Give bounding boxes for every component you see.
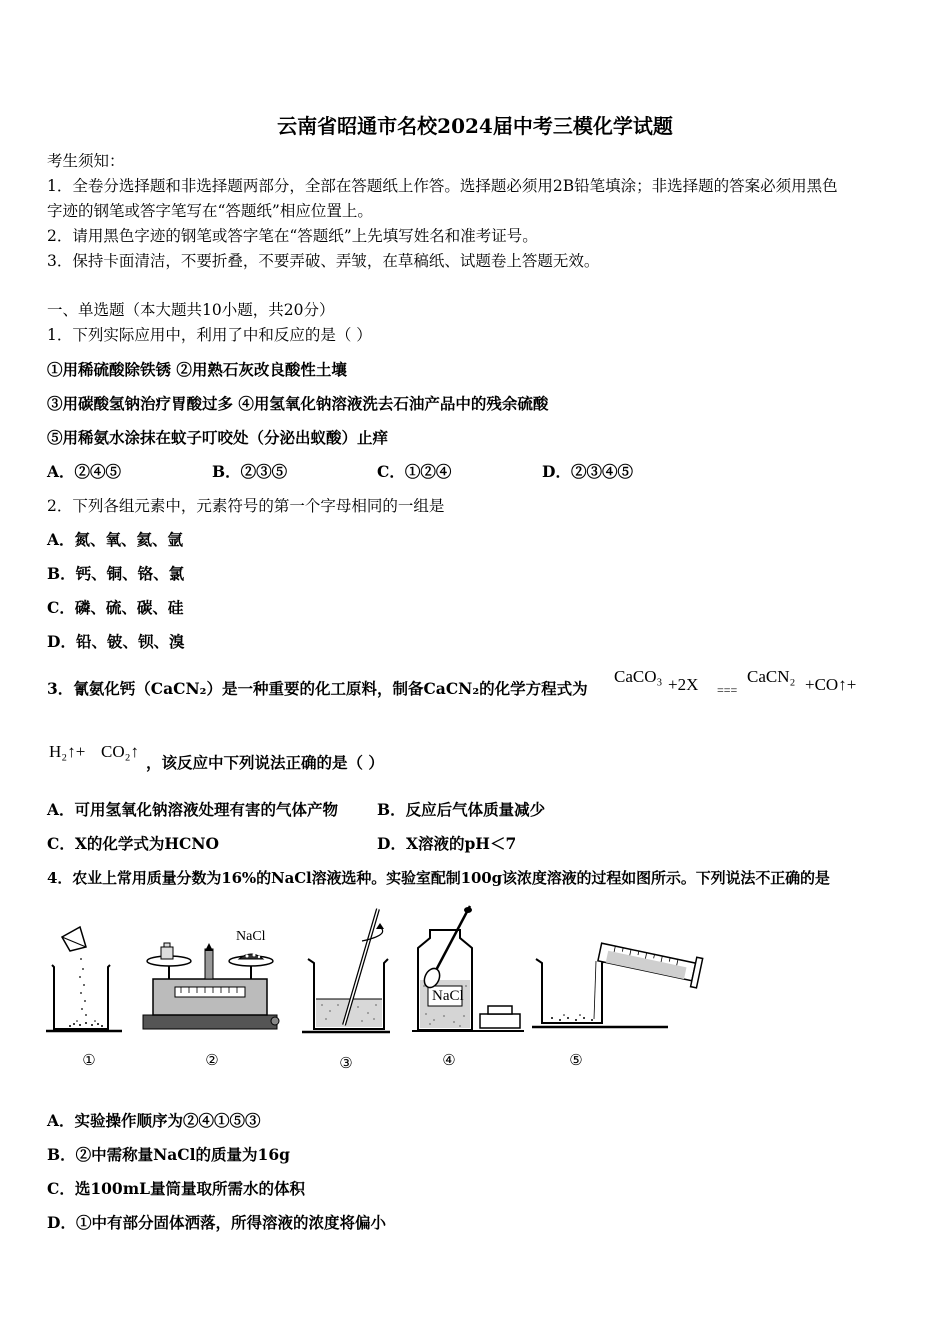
figure-label-3: ③ [339, 1054, 353, 1072]
equation-reactant-caco3: CaCO₃ [614, 667, 663, 686]
equation-reactant-2x: +2X [668, 675, 699, 694]
q3-stem-continued: ，该反应中下列说法正确的是（ ） [146, 753, 384, 772]
q3-stem: 3．氰氨化钙（CaCN₂）是一种重要的化工原料，制备CaCN₂的化学方程式为 [47, 679, 588, 698]
figure-step-4-reagent-bottle [412, 902, 527, 1032]
notice-item-1-line-1: 1．全卷分选择题和非选择题两部分，全部在答题纸上作答。选择题必须用2B铅笔填涂；非选择题的答案必须用黑色 [47, 177, 838, 195]
q1-option-b[interactable]: B．②③⑤ [212, 462, 288, 481]
equation-product-h2: H₂↑+ [49, 742, 86, 761]
notice-item-1-line-2: 字迹的钢笔或答字笔写在“答题纸”相应位置上。 [47, 202, 373, 220]
q2-stem: 2．下列各组元素中，元素符号的第一个字母相同的一组是 [47, 497, 445, 515]
q2-option-d[interactable]: D．铅、铍、钡、溴 [47, 632, 185, 651]
q4-stem: 4．农业上常用质量分数为16%的NaCl溶液选种。实验室配制100g该浓度溶液的过程如图所示。下列说法不正确的是 [47, 869, 830, 887]
equation-product-co2: CO₂↑ [101, 742, 140, 761]
q3-option-c[interactable]: C．X的化学式为HCNO [47, 834, 220, 853]
figure-label-4: ④ [442, 1051, 456, 1069]
figure-label-5: ⑤ [569, 1051, 583, 1069]
q1-statement-line-1: ①用稀硫酸除铁锈 ②用熟石灰改良酸性土壤 [47, 360, 347, 379]
q4-option-d[interactable]: D．①中有部分固体洒落，所得溶液的浓度将偏小 [47, 1213, 386, 1232]
figure-step-5-pouring-water [530, 935, 705, 1033]
section-heading: 一、单选题（本大题共10小题，共20分） [47, 301, 335, 319]
q1-option-d[interactable]: D．②③④⑤ [542, 462, 633, 481]
q4-option-a[interactable]: A．实验操作顺序为②④①⑤③ [47, 1111, 261, 1130]
q2-option-c[interactable]: C．磷、硫、碳、硅 [47, 598, 184, 617]
q2-option-b[interactable]: B．钙、铜、铬、氯 [47, 564, 185, 583]
notice-heading: 考生须知： [47, 152, 125, 170]
equation-product-co: +CO↑+ [805, 675, 857, 694]
q3-option-b[interactable]: B．反应后气体质量减少 [377, 800, 546, 819]
figure-step-3-stirring [300, 905, 395, 1035]
figure-step-1-pouring-solid [40, 925, 130, 1035]
equation-product-cacn2: CaCN₂ [747, 667, 796, 686]
q1-option-c[interactable]: C．①②④ [377, 462, 452, 481]
page-title: 云南省昭通市名校2024届中考三模化学试题 [277, 114, 673, 138]
equation-equals: === [717, 683, 738, 697]
notice-item-2: 2．请用黑色字迹的钢笔或答字笔在“答题纸”上先填写姓名和准考证号。 [47, 227, 538, 245]
q2-option-a[interactable]: A．氮、氧、氦、氩 [47, 530, 184, 549]
q3-option-a[interactable]: A．可用氢氧化钠溶液处理有害的气体产物 [47, 800, 339, 819]
q1-stem: 1．下列实际应用中，利用了中和反应的是（ ） [47, 326, 372, 344]
figure-label-2: ② [205, 1051, 219, 1069]
notice-item-3: 3．保持卡面清洁，不要折叠，不要弄破、弄皱，在草稿纸、试题卷上答题无效。 [47, 252, 600, 270]
figure-nacl-label-bottle: NaCl [432, 988, 464, 1004]
figure-nacl-label-balance: NaCl [236, 929, 266, 944]
q1-statement-line-2: ③用碳酸氢钠治疗胃酸过多 ④用氢氧化钠溶液洗去石油产品中的残余硫酸 [47, 394, 549, 413]
q4-option-c[interactable]: C．选100mL量筒量取所需水的体积 [47, 1179, 305, 1198]
q3-option-d[interactable]: D．X溶液的pH＜7 [377, 834, 517, 853]
figure-label-1: ① [82, 1051, 96, 1069]
q4-option-b[interactable]: B．②中需称量NaCl的质量为16g [47, 1145, 290, 1164]
q1-statement-line-3: ⑤用稀氨水涂抹在蚊子叮咬处（分泌出蚁酸）止痒 [47, 428, 389, 447]
q1-option-a[interactable]: A．②④⑤ [47, 462, 122, 481]
